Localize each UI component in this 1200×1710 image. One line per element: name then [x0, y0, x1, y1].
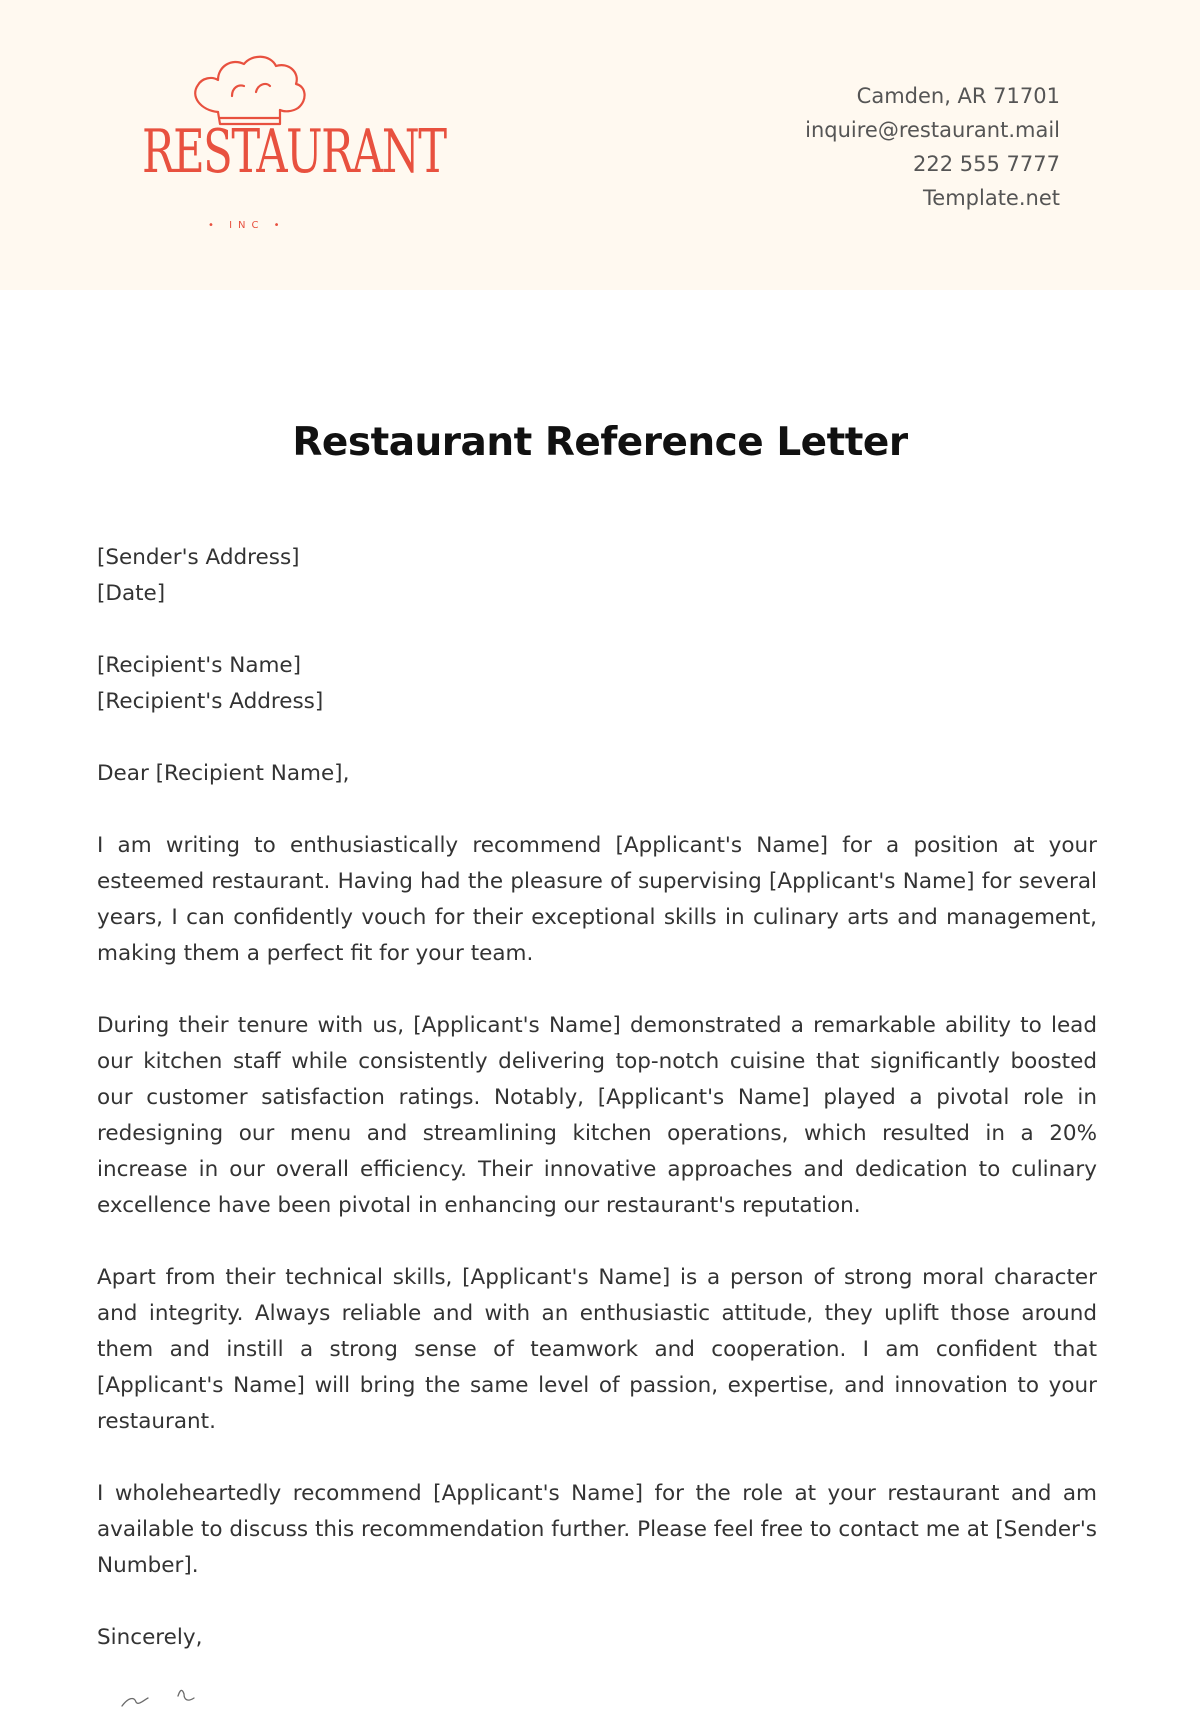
restaurant-logo: [120, 52, 446, 242]
paragraph-tenure: During their tenure with us, [Applicant's Name] demonstrated a remarkable ability to lead our kitchen staff while consistently delivering top-notch cuisine that significantly boosted our customer satisfaction ratings. Notably, [Applicant's Name] played a pivotal role in redesigning our menu and streamlining kitchen operations, which resulted in a 20% increase in our overall efficiency. Their innovative approaches and dedication to culinary excellence have been pivotal in enhancing our restaurant's reputation.: [97, 1013, 1097, 1218]
sender-address: [Sender's Address]: [97, 545, 300, 570]
contact-email: inquire@restaurant.mail: [805, 118, 1060, 142]
recipient-block: [97, 648, 1097, 720]
letter-body: [97, 540, 1097, 1656]
paragraph-closing-remarks: I wholeheartedly recommend [Applicant's Name] for the role at your restaurant and am available to discuss this recommendation further. Please feel free to contact me at [Sender's Number].: [97, 1481, 1097, 1578]
signature-scribble: [118, 1680, 218, 1710]
logo-wordmark: RESTAURANT: [142, 117, 446, 187]
closing: Sincerely,: [97, 1625, 203, 1650]
contact-block: [805, 79, 1060, 215]
recipient-name: [Recipient's Name]: [97, 653, 302, 678]
paragraph-recommendation: I am writing to enthusiastically recommend [Applicant's Name] for a position at your esteemed restaurant. Having had the pleasure of supervising [Applicant's Name] for several years, I can confidently vouch for their exceptional skills in culinary arts and management, making them a perfect fit for your team.: [97, 833, 1097, 966]
letterhead: [0, 0, 1200, 290]
logo-tagline: • INC •: [208, 220, 286, 231]
sender-block: [97, 540, 1097, 612]
letter-title: Restaurant Reference Letter: [292, 420, 908, 465]
contact-address: Camden, AR 71701: [856, 84, 1060, 108]
letter-date: [Date]: [97, 581, 166, 606]
contact-phone: 222 555 7777: [913, 152, 1060, 176]
paragraph-character: Apart from their technical skills, [Applicant's Name] is a person of strong moral character and integrity. Always reliable and with an enthusiastic attitude, they uplift those around them and instill a strong sense of teamwork and cooperation. I am confident that [Applicant's Name] will bring the same level of passion, expertise, and innovation to your restaurant.: [97, 1265, 1097, 1434]
recipient-address: [Recipient's Address]: [97, 689, 324, 714]
contact-website: Template.net: [923, 186, 1060, 210]
salutation: Dear [Recipient Name],: [97, 761, 350, 786]
